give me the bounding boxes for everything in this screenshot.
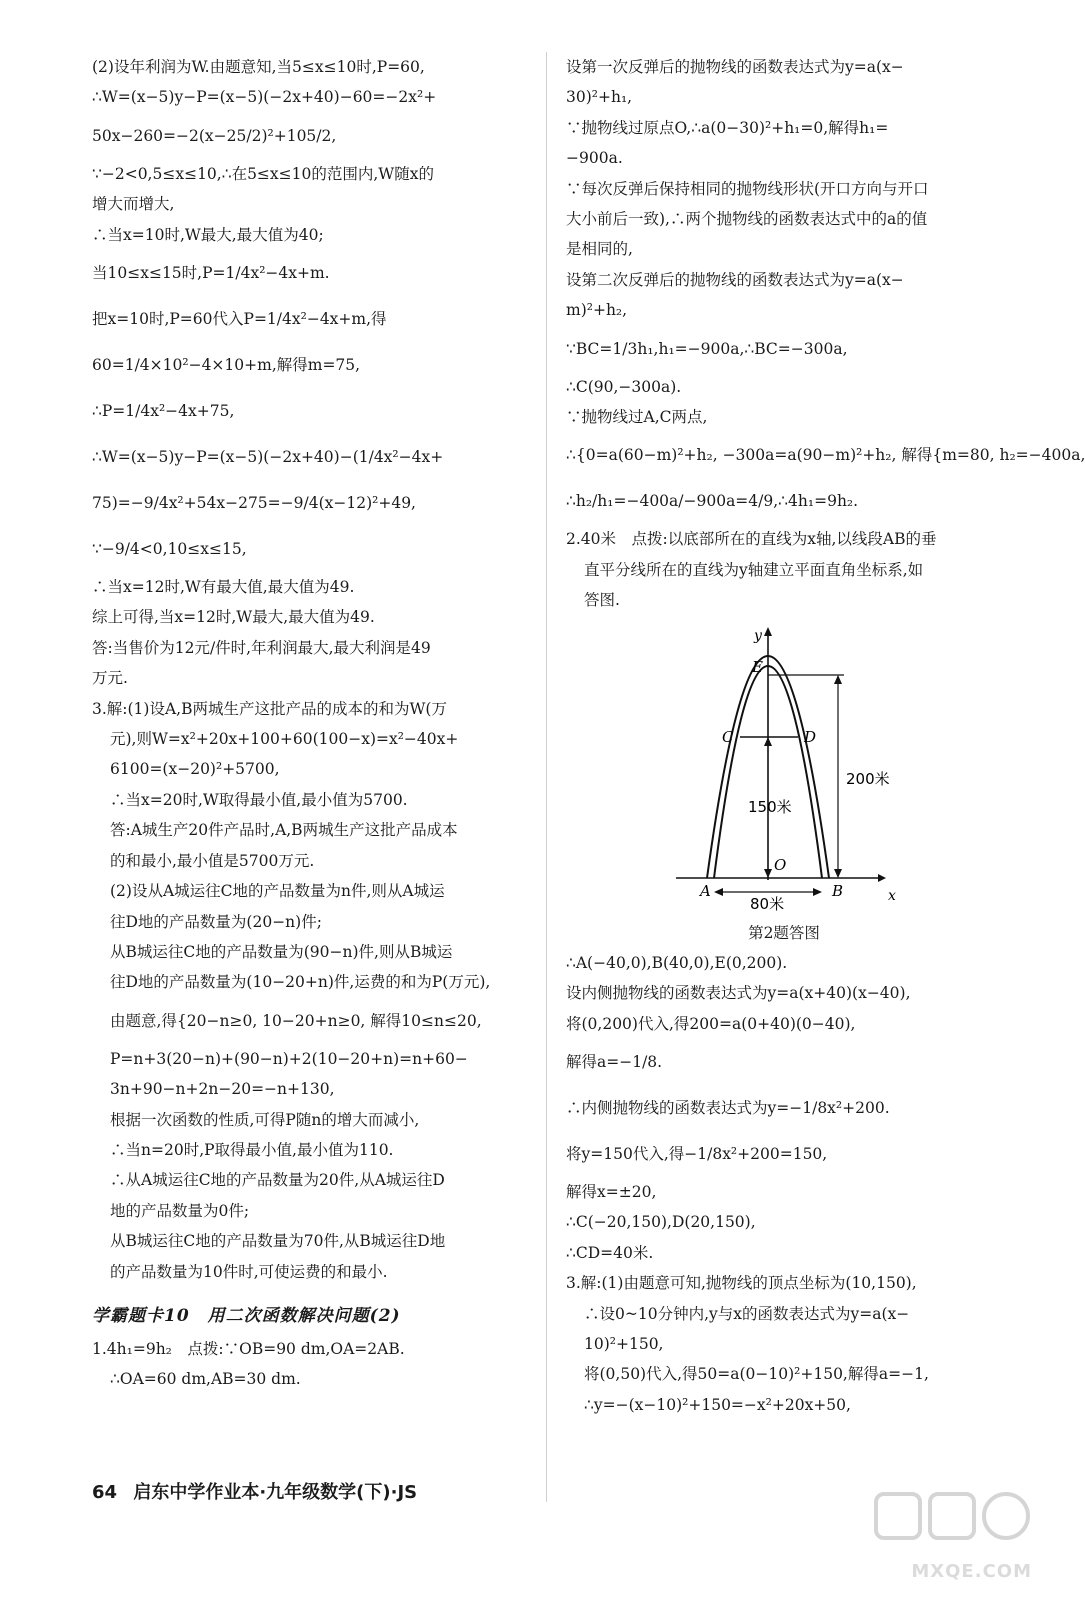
text-line: ∴P=1/4x²−4x+75, (92, 402, 235, 421)
text-line: ∴内侧抛物线的函数表达式为y=−1/8x²+200. (566, 1098, 890, 1117)
text-line: ∵−2<0,5≤x≤10,∴在5≤x≤10的范围内,W随x的 (92, 164, 434, 183)
text-line: P=n+3(20−n)+(90−n)+2(10−20+n)=n+60− (110, 1049, 468, 1068)
label-b: B (832, 881, 844, 900)
text-line: 1.4h₁=9h₂ 点拨:∵OB=90 dm,OA=2AB. (92, 1339, 405, 1358)
arrow-80-right (813, 888, 822, 896)
text-line: ∵每次反弹后保持相同的抛物线形状(开口方向与开口 (566, 179, 929, 198)
watermark-site: MXQE.COM (911, 1561, 1032, 1582)
text-line: 答图. (584, 591, 620, 610)
arrow-150-top (764, 737, 772, 746)
text-line: ∴当x=20时,W取得最小值,最小值为5700. (110, 790, 408, 809)
page-number: 64 (92, 1482, 118, 1503)
text-line: 根据一次函数的性质,可得P随n的增大而减小, (110, 1110, 420, 1129)
text-line: 30)²+h₁, (566, 88, 633, 107)
y-axis-arrow (764, 627, 772, 636)
label-80m: 80米 (750, 894, 785, 913)
text-line: ∴W=(x−5)y−P=(x−5)(−2x+40)−(1/4x²−4x+ (92, 448, 444, 467)
text-line: −900a. (566, 149, 623, 168)
text-line: ∵抛物线过原点O,∴a(0−30)²+h₁=0,解得h₁= (566, 118, 889, 137)
text-line: 解得a=−1/8. (566, 1052, 663, 1071)
text-line: 答:A城生产20件产品时,A,B两城生产这批产品成本 (110, 821, 458, 840)
text-line: ∴当n=20时,P取得最小值,最小值为110. (110, 1140, 394, 1159)
text-line: 设第一次反弹后的抛物线的函数表达式为y=a(x− (566, 58, 904, 76)
text-line: ∴h₂/h₁=−400a/−900a=4/9,∴4h₁=9h₂. (566, 492, 859, 511)
left-solution-text (92, 52, 530, 1287)
text-line: 设第二次反弹后的抛物线的函数表达式为y=a(x− (566, 270, 904, 289)
page-footer (92, 1478, 417, 1504)
text-line: m)²+h₂, (566, 301, 628, 320)
text-line: ∵−9/4<0,10≤x≤15, (92, 540, 247, 559)
left-column (92, 52, 530, 1395)
label-y: y (754, 627, 762, 644)
arrow-200-bottom (834, 869, 842, 878)
text-line: (2)设年利润为W.由题意知,当5≤x≤10时,P=60, (92, 58, 425, 76)
section-title: 学霸题卡10 用二次函数解决问题(2) (92, 1305, 401, 1326)
text-line: 增大而增大, (92, 195, 175, 214)
text-line: 75)=−9/4x²+54x−275=−9/4(x−12)²+49, (92, 494, 416, 513)
text-line: 的产品数量为10件时,可使运费的和最小. (110, 1262, 388, 1281)
watermark-graphic (868, 1486, 1038, 1556)
text-line: 10)²+150, (584, 1334, 664, 1353)
text-line: ∴C(−20,150),D(20,150), (566, 1213, 756, 1232)
label-e: E (752, 657, 763, 676)
text-line: 2.40米 点拨:以底部所在的直线为x轴,以线段AB的垂 (566, 530, 937, 549)
text-line: 大小前后一致),∴两个抛物线的函数表达式中的a的值 (566, 210, 928, 229)
text-line: ∴当x=12时,W有最大值,最大值为49. (92, 578, 355, 597)
right-solution-text-after (566, 948, 1002, 1420)
left-solution-text-after (92, 1334, 530, 1395)
label-x: x (888, 887, 896, 904)
text-line: 将(0,50)代入,得50=a(0−10)²+150,解得a=−1, (584, 1365, 929, 1384)
arrow-80-left (714, 888, 723, 896)
text-line: 往D地的产品数量为(10−20+n)件,运费的和为P(万元), (110, 973, 491, 992)
text-line: 答:当售价为12元/件时,年利润最大,最大利润是49 (92, 638, 431, 657)
x-axis-arrow (878, 874, 886, 882)
text-line: 当10≤x≤15时,P=1/4x²−4x+m. (92, 264, 330, 283)
label-150m: 150米 (748, 797, 792, 816)
text-line: 由题意,得{20−n≥0, 10−20+n≥0, 解得10≤n≤20, (110, 1011, 482, 1030)
text-line: ∴A(−40,0),B(40,0),E(0,200). (566, 953, 788, 972)
text-line: 6100=(x−20)²+5700, (110, 760, 280, 779)
label-200m: 200米 (846, 769, 890, 788)
text-line: 3n+90−n+2n−20=−n+130, (110, 1080, 335, 1099)
text-line: 综上可得,当x=12时,W最大,最大值为49. (92, 608, 375, 627)
text-line: ∴OA=60 dm,AB=30 dm. (110, 1370, 301, 1389)
text-line: 的和最小,最小值是5700万元. (110, 851, 315, 870)
label-a: A (700, 881, 711, 900)
text-line: 万元. (92, 669, 128, 688)
column-divider (546, 52, 547, 1502)
label-d: D (804, 727, 817, 746)
figure-caption: 第2题答图 (748, 923, 820, 942)
right-solution-text (566, 52, 1085, 616)
text-line: 将(0,200)代入,得200=a(0+40)(0−40), (566, 1014, 856, 1033)
text-line: ∵抛物线过A,C两点, (566, 408, 708, 427)
text-line: ∴y=−(x−10)²+150=−x²+20x+50, (584, 1395, 851, 1414)
text-line: 往D地的产品数量为(20−n)件; (110, 912, 322, 931)
label-o: O (774, 855, 787, 874)
text-line: 把x=10时,P=60代入P=1/4x²−4x+m,得 (92, 310, 387, 329)
watermark-logo (868, 1486, 1038, 1586)
arrow-200-top (834, 675, 842, 684)
parabola-diagram (566, 624, 1002, 914)
text-line: 50x−260=−2(x−25/2)²+105/2, (92, 126, 337, 145)
text-line: 从B城运往C地的产品数量为(90−n)件,则从B城运 (110, 942, 453, 961)
text-line: ∴{0=a(60−m)²+h₂, −300a=a(90−m)²+h₂, 解得{m=80, h₂=−400a, (566, 446, 1085, 465)
text-line: ∴CD=40米. (566, 1243, 654, 1262)
text-line: ∵BC=1/3h₁,h₁=−900a,∴BC=−300a, (566, 339, 848, 358)
text-line: (2)设从A城运往C地的产品数量为n件,则从A城运 (110, 882, 445, 901)
text-line: 是相同的, (566, 240, 633, 259)
text-line: ∴设0~10分钟内,y与x的函数表达式为y=a(x− (584, 1304, 910, 1323)
text-line: 60=1/4×10²−4×10+m,解得m=75, (92, 356, 361, 375)
text-line: 地的产品数量为0件; (110, 1201, 250, 1220)
text-line: ∴W=(x−5)y−P=(x−5)(−2x+40)−60=−2x²+ (92, 88, 437, 107)
label-c: C (722, 727, 734, 746)
book-title: 启东中学作业本·九年级数学(下)·JS (133, 1482, 418, 1503)
text-line: 解得x=±20, (566, 1182, 657, 1201)
text-line: 将y=150代入,得−1/8x²+200=150, (566, 1144, 828, 1163)
right-column (566, 52, 1085, 1420)
text-line: 3.解:(1)由题意可知,抛物线的顶点坐标为(10,150), (566, 1274, 917, 1293)
text-line: 元),则W=x²+20x+100+60(100−x)=x²−40x+ (110, 730, 459, 749)
arrow-150-bottom (764, 869, 772, 878)
text-line: 从B城运往C地的产品数量为70件,从B城运往D地 (110, 1232, 446, 1251)
text-line: 设内侧抛物线的函数表达式为y=a(x+40)(x−40), (566, 984, 911, 1003)
parabola-figure (566, 624, 1002, 948)
text-line: ∴从A城运往C地的产品数量为20件,从A城运往D (110, 1171, 445, 1190)
text-line: ∴当x=10时,W最大,最大值为40; (92, 225, 324, 244)
text-line: 3.解:(1)设A,B两城生产这批产品的成本的和为W(万 (92, 699, 447, 718)
text-line: 直平分线所在的直线为y轴建立平面直角坐标系,如 (584, 560, 924, 579)
text-line: ∴C(90,−300a). (566, 377, 682, 396)
